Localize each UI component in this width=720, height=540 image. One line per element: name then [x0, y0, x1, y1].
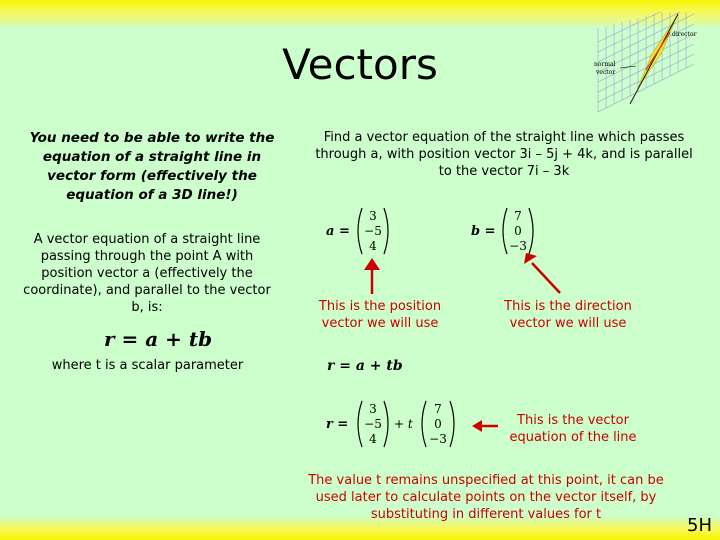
intro-text: You need to be able to write the equation of a straight line in vector form (effectively the equation of a 3D line!)	[29, 130, 275, 203]
vector-b-x: 7	[514, 209, 522, 223]
final-vector-equation	[322, 396, 472, 452]
general-formula-left: r = a + tb	[104, 327, 213, 351]
position-vector-note: This is the position vector we will use	[318, 299, 442, 331]
vector-a-x: 3	[369, 209, 377, 223]
diagram-label-normal: normal	[594, 61, 616, 68]
general-formula-right: r = a + tb	[327, 358, 403, 374]
vector-equation-note: This is the vector equation of the line	[509, 413, 637, 445]
final-a-x: 3	[369, 402, 377, 416]
slide-title: Vectors	[282, 40, 438, 89]
vector-a-label: a =	[326, 224, 350, 239]
final-b-x: 7	[434, 402, 442, 416]
vector-b-z: −3	[509, 239, 527, 253]
final-r-label: r =	[326, 417, 349, 432]
slide-tag: 5H	[687, 515, 712, 536]
diagram-label-director: director	[672, 31, 697, 38]
definition-text: A vector equation of a straight line passing through the point A with position vector a (effectively the coordinate), and parallel to the vector b, is:	[23, 232, 271, 315]
direction-vector-note: This is the direction vector we will use	[504, 299, 632, 331]
parameter-note: The value t remains unspecified at this point, it can be used later to calculate points on the vector itself, by substituting in different values for t	[308, 473, 664, 522]
final-plus-t: + t	[394, 417, 413, 431]
final-a-z: 4	[369, 432, 377, 446]
vector-b-label: b =	[471, 224, 496, 239]
where-text: where t is a scalar parameter	[51, 358, 244, 373]
vector-b-y: 0	[514, 224, 522, 238]
question-text: Find a vector equation of the straight line which passes through a, with position vector 3i – 5j + 4k, and is parallel to the vector 7i – 3k	[315, 130, 693, 179]
final-a-y: −5	[364, 417, 382, 431]
vector-a-y: −5	[364, 224, 382, 238]
final-b-y: 0	[434, 417, 442, 431]
diagram-label-vector: vector	[596, 69, 616, 76]
final-b-z: −3	[429, 432, 447, 446]
vector-a-z: 4	[369, 239, 377, 253]
